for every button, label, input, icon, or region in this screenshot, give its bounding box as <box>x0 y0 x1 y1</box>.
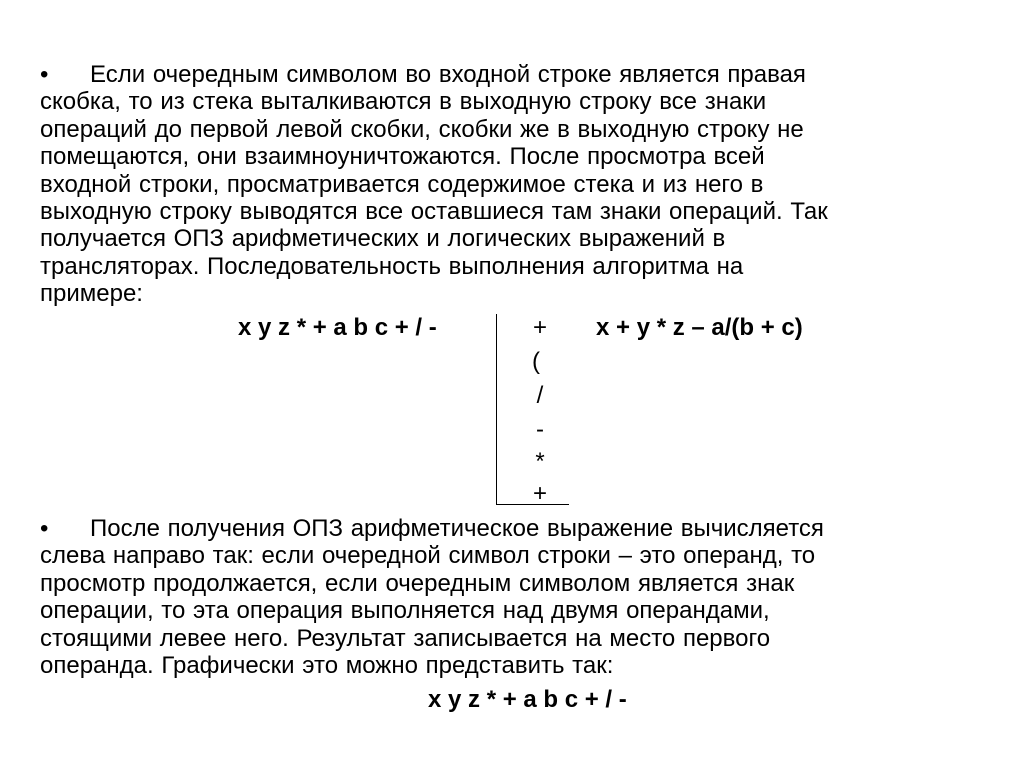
bullet-marker: • <box>40 515 49 542</box>
paragraph-opz-evaluation <box>40 515 970 679</box>
paragraph2-line: стоящими левее него. Результат записывается на место первого <box>40 624 771 652</box>
paragraph-opz-stack <box>40 61 970 308</box>
paragraph1-line: помещаются, они взаимноуничтожаются. После просмотра всей <box>40 143 765 171</box>
infix-expression: x + y * z – a/(b + c) <box>596 314 803 341</box>
stack-item: / <box>536 382 544 409</box>
rpn-expression-bottom: x y z * + a b c + / - <box>428 686 627 713</box>
rpn-expression: x y z * + a b c + / - <box>238 314 437 341</box>
paragraph1-line: операций до первой левой скобки, скобки же в выходную строку не <box>40 115 804 143</box>
stack-item: ( <box>532 348 540 375</box>
paragraph1-line: получается ОПЗ арифметических и логических выражений в <box>40 225 726 253</box>
stack-item: * <box>535 448 545 475</box>
bullet-marker: • <box>40 61 49 88</box>
paragraph1-line: входной строки, просматривается содержимое стека и из него в <box>40 170 764 198</box>
operator-stack <box>496 314 569 505</box>
stack-item: + <box>532 314 547 341</box>
paragraph1-line: скобка, то из стека выталкиваются в выходную строку все знаки <box>40 88 767 116</box>
paragraph2-line: После получения ОПЗ арифметическое выражение вычисляется <box>90 515 824 542</box>
paragraph2-line: операции, то эта операция выполняется над двумя операндами, <box>40 597 770 625</box>
paragraph2-line: слева направо так: если очередной символ строки – это операнд, то <box>40 542 816 570</box>
paragraph1-line: трансляторах. Последовательность выполнения алгоритма на <box>40 252 744 280</box>
stack-item: - <box>536 416 544 443</box>
paragraph2-line: операнда. Графически это можно представить так: <box>40 652 614 680</box>
paragraph1-line: Если очередным символом во входной строке является правая <box>90 61 806 88</box>
paragraph2-line: просмотр продолжается, если очередным символом является знак <box>40 569 795 597</box>
paragraph1-line: выходную строку выводятся все оставшиеся там знаки операций. Так <box>40 198 828 226</box>
stack-item: + <box>532 480 547 507</box>
paragraph1-line: примере: <box>40 280 143 308</box>
